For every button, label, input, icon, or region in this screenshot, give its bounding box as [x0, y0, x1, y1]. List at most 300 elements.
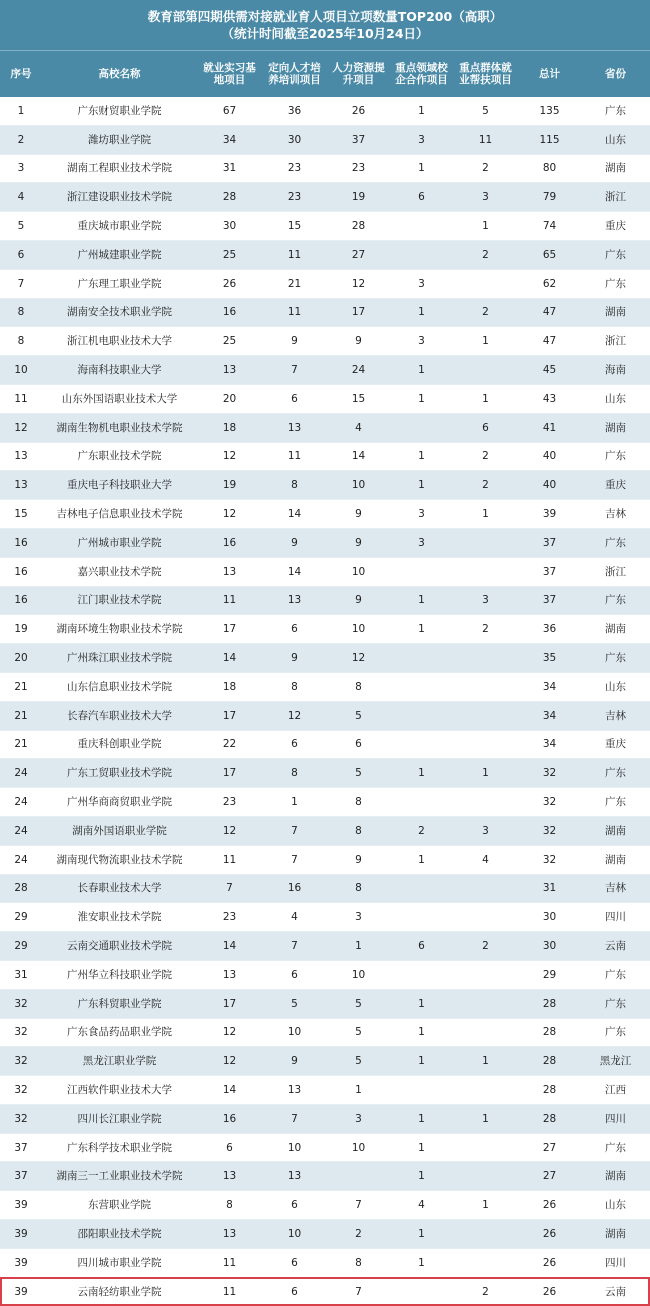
cell-hr: 9 — [327, 845, 390, 874]
cell-school: 四川城市职业学院 — [42, 1248, 197, 1277]
cell-internship: 23 — [197, 903, 262, 932]
cell-total: 28 — [518, 1047, 581, 1076]
cell-internship: 11 — [197, 845, 262, 874]
cell-school: 湖南三一工业职业技术学院 — [42, 1162, 197, 1191]
cell-province: 江西 — [581, 1076, 650, 1105]
cell-assistance — [453, 989, 518, 1018]
cell-hr: 10 — [327, 1133, 390, 1162]
cell-rank: 21 — [0, 672, 42, 701]
cell-cooperation — [390, 240, 453, 269]
cell-internship: 13 — [197, 1162, 262, 1191]
cell-total: 27 — [518, 1162, 581, 1191]
cell-hr: 3 — [327, 903, 390, 932]
cell-cooperation — [390, 1277, 453, 1306]
cell-total: 26 — [518, 1248, 581, 1277]
cell-assistance — [453, 557, 518, 586]
cell-cooperation — [390, 557, 453, 586]
cell-cooperation: 1 — [390, 1047, 453, 1076]
cell-internship: 20 — [197, 384, 262, 413]
cell-hr: 5 — [327, 759, 390, 788]
cell-rank: 6 — [0, 240, 42, 269]
table-row — [0, 1162, 650, 1191]
cell-rank: 24 — [0, 759, 42, 788]
cell-cooperation: 3 — [390, 125, 453, 154]
cell-rank: 4 — [0, 183, 42, 212]
cell-hr: 8 — [327, 816, 390, 845]
cell-assistance: 2 — [453, 442, 518, 471]
cell-training: 10 — [262, 1018, 327, 1047]
cell-internship: 17 — [197, 989, 262, 1018]
cell-assistance — [453, 528, 518, 557]
cell-training: 14 — [262, 500, 327, 529]
table-row — [0, 960, 650, 989]
cell-total: 37 — [518, 586, 581, 615]
cell-cooperation: 1 — [390, 384, 453, 413]
cell-internship: 12 — [197, 442, 262, 471]
cell-hr: 8 — [327, 788, 390, 817]
cell-school: 潍坊职业学院 — [42, 125, 197, 154]
table-row — [0, 384, 650, 413]
cell-cooperation: 1 — [390, 615, 453, 644]
col-header-assistance: 重点群体就业帮扶项目 — [453, 51, 518, 97]
cell-school: 湖南环境生物职业技术学院 — [42, 615, 197, 644]
cell-assistance: 1 — [453, 759, 518, 788]
table-header-row — [0, 51, 650, 97]
cell-hr: 7 — [327, 1191, 390, 1220]
cell-total: 26 — [518, 1277, 581, 1306]
table-row — [0, 759, 650, 788]
table-row — [0, 183, 650, 212]
cell-total: 43 — [518, 384, 581, 413]
cell-training: 9 — [262, 644, 327, 673]
cell-rank: 24 — [0, 845, 42, 874]
cell-cooperation: 3 — [390, 528, 453, 557]
cell-training: 14 — [262, 557, 327, 586]
table-row — [0, 1018, 650, 1047]
cell-internship: 23 — [197, 788, 262, 817]
cell-hr: 17 — [327, 298, 390, 327]
cell-training: 1 — [262, 788, 327, 817]
cell-internship: 14 — [197, 932, 262, 961]
cell-cooperation: 1 — [390, 759, 453, 788]
cell-cooperation: 1 — [390, 97, 453, 126]
cell-province: 湖南 — [581, 845, 650, 874]
cell-cooperation — [390, 874, 453, 903]
cell-training: 13 — [262, 1162, 327, 1191]
cell-training: 7 — [262, 1104, 327, 1133]
cell-cooperation — [390, 701, 453, 730]
table-row — [0, 644, 650, 673]
cell-total: 32 — [518, 845, 581, 874]
cell-rank: 19 — [0, 615, 42, 644]
cell-school: 广州华商商贸职业学院 — [42, 788, 197, 817]
col-header-school: 高校名称 — [42, 51, 197, 97]
col-header-rank: 序号 — [0, 51, 42, 97]
cell-total: 47 — [518, 298, 581, 327]
cell-province: 湖南 — [581, 1162, 650, 1191]
cell-rank: 39 — [0, 1248, 42, 1277]
cell-cooperation — [390, 1076, 453, 1105]
table-row — [0, 1104, 650, 1133]
cell-internship: 13 — [197, 557, 262, 586]
cell-rank: 3 — [0, 154, 42, 183]
cell-province: 吉林 — [581, 874, 650, 903]
table-row — [0, 97, 650, 126]
cell-assistance — [453, 1220, 518, 1249]
cell-hr: 7 — [327, 1277, 390, 1306]
cell-hr: 12 — [327, 644, 390, 673]
cell-rank: 31 — [0, 960, 42, 989]
cell-total: 40 — [518, 442, 581, 471]
cell-internship: 17 — [197, 701, 262, 730]
cell-hr: 2 — [327, 1220, 390, 1249]
cell-rank: 21 — [0, 730, 42, 759]
cell-assistance — [453, 672, 518, 701]
cell-assistance — [453, 701, 518, 730]
cell-total: 34 — [518, 701, 581, 730]
col-header-total: 总计 — [518, 51, 581, 97]
table-row — [0, 413, 650, 442]
cell-cooperation: 1 — [390, 356, 453, 385]
cell-assistance — [453, 903, 518, 932]
cell-cooperation: 1 — [390, 989, 453, 1018]
cell-assistance: 1 — [453, 327, 518, 356]
cell-rank: 13 — [0, 442, 42, 471]
cell-school: 重庆电子科技职业大学 — [42, 471, 197, 500]
cell-rank: 16 — [0, 586, 42, 615]
cell-hr: 8 — [327, 1248, 390, 1277]
cell-internship: 12 — [197, 816, 262, 845]
cell-rank: 11 — [0, 384, 42, 413]
cell-rank: 21 — [0, 701, 42, 730]
cell-internship: 14 — [197, 644, 262, 673]
cell-training: 7 — [262, 845, 327, 874]
cell-province: 广东 — [581, 269, 650, 298]
cell-assistance: 3 — [453, 816, 518, 845]
cell-school: 广州城建职业学院 — [42, 240, 197, 269]
cell-hr: 37 — [327, 125, 390, 154]
cell-rank: 37 — [0, 1162, 42, 1191]
cell-province: 吉林 — [581, 500, 650, 529]
cell-cooperation: 1 — [390, 1133, 453, 1162]
cell-rank: 5 — [0, 212, 42, 241]
table-row — [0, 125, 650, 154]
cell-assistance: 2 — [453, 240, 518, 269]
cell-internship: 19 — [197, 471, 262, 500]
cell-school: 海南科技职业大学 — [42, 356, 197, 385]
table-row — [0, 845, 650, 874]
cell-assistance: 2 — [453, 615, 518, 644]
cell-total: 28 — [518, 989, 581, 1018]
cell-school: 淮安职业技术学院 — [42, 903, 197, 932]
cell-assistance — [453, 730, 518, 759]
cell-assistance — [453, 874, 518, 903]
cell-internship: 16 — [197, 528, 262, 557]
cell-rank: 32 — [0, 1018, 42, 1047]
cell-hr: 10 — [327, 960, 390, 989]
cell-school: 长春职业技术大学 — [42, 874, 197, 903]
table-row — [0, 586, 650, 615]
cell-internship: 34 — [197, 125, 262, 154]
cell-hr: 5 — [327, 989, 390, 1018]
cell-hr: 1 — [327, 932, 390, 961]
cell-province: 广东 — [581, 1133, 650, 1162]
table-row — [0, 212, 650, 241]
cell-training: 13 — [262, 1076, 327, 1105]
cell-school: 湖南现代物流职业技术学院 — [42, 845, 197, 874]
cell-province: 广东 — [581, 528, 650, 557]
col-header-hr: 人力资源提升项目 — [327, 51, 390, 97]
cell-school: 湖南安全技术职业学院 — [42, 298, 197, 327]
cell-province: 重庆 — [581, 212, 650, 241]
cell-rank: 13 — [0, 471, 42, 500]
cell-province: 湖南 — [581, 413, 650, 442]
cell-total: 36 — [518, 615, 581, 644]
cell-training: 8 — [262, 471, 327, 500]
cell-training: 7 — [262, 356, 327, 385]
col-header-province: 省份 — [581, 51, 650, 97]
cell-school: 云南交通职业技术学院 — [42, 932, 197, 961]
cell-total: 79 — [518, 183, 581, 212]
table-row — [0, 1047, 650, 1076]
cell-internship: 6 — [197, 1133, 262, 1162]
cell-school: 湖南生物机电职业技术学院 — [42, 413, 197, 442]
cell-school: 山东信息职业技术学院 — [42, 672, 197, 701]
cell-total: 34 — [518, 672, 581, 701]
cell-training: 6 — [262, 960, 327, 989]
cell-province: 广东 — [581, 442, 650, 471]
cell-training: 6 — [262, 1191, 327, 1220]
cell-province: 广东 — [581, 97, 650, 126]
cell-province: 广东 — [581, 788, 650, 817]
cell-assistance — [453, 1162, 518, 1191]
cell-cooperation — [390, 730, 453, 759]
cell-cooperation: 1 — [390, 442, 453, 471]
cell-school: 江西软件职业技术大学 — [42, 1076, 197, 1105]
report-subtitle: （统计时间截至2025年10月24日） — [221, 26, 429, 41]
cell-training: 23 — [262, 154, 327, 183]
cell-internship: 18 — [197, 413, 262, 442]
cell-training: 36 — [262, 97, 327, 126]
cell-assistance: 2 — [453, 932, 518, 961]
cell-rank: 10 — [0, 356, 42, 385]
cell-assistance — [453, 1248, 518, 1277]
cell-province: 广东 — [581, 989, 650, 1018]
cell-internship: 67 — [197, 97, 262, 126]
cell-cooperation: 2 — [390, 816, 453, 845]
cell-school: 湖南工程职业技术学院 — [42, 154, 197, 183]
cell-total: 40 — [518, 471, 581, 500]
cell-school: 嘉兴职业技术学院 — [42, 557, 197, 586]
cell-training: 7 — [262, 932, 327, 961]
cell-rank: 32 — [0, 1047, 42, 1076]
cell-school: 湖南外国语职业学院 — [42, 816, 197, 845]
cell-total: 65 — [518, 240, 581, 269]
cell-training: 9 — [262, 327, 327, 356]
cell-cooperation: 6 — [390, 932, 453, 961]
cell-province: 浙江 — [581, 183, 650, 212]
cell-school: 重庆城市职业学院 — [42, 212, 197, 241]
cell-total: 135 — [518, 97, 581, 126]
cell-assistance — [453, 788, 518, 817]
cell-internship: 11 — [197, 1277, 262, 1306]
table-row — [0, 154, 650, 183]
cell-assistance — [453, 960, 518, 989]
cell-school: 黑龙江职业学院 — [42, 1047, 197, 1076]
cell-hr: 23 — [327, 154, 390, 183]
cell-hr: 14 — [327, 442, 390, 471]
cell-training: 4 — [262, 903, 327, 932]
cell-cooperation: 1 — [390, 471, 453, 500]
cell-training: 11 — [262, 442, 327, 471]
table-row — [0, 1133, 650, 1162]
cell-assistance: 2 — [453, 1277, 518, 1306]
cell-hr: 27 — [327, 240, 390, 269]
cell-school: 东营职业学院 — [42, 1191, 197, 1220]
cell-cooperation: 1 — [390, 1018, 453, 1047]
cell-total: 37 — [518, 528, 581, 557]
cell-assistance: 1 — [453, 1047, 518, 1076]
cell-cooperation — [390, 788, 453, 817]
cell-rank: 29 — [0, 903, 42, 932]
cell-cooperation: 3 — [390, 327, 453, 356]
cell-province: 广东 — [581, 644, 650, 673]
cell-rank: 15 — [0, 500, 42, 529]
cell-total: 34 — [518, 730, 581, 759]
table-row — [0, 327, 650, 356]
cell-hr: 12 — [327, 269, 390, 298]
cell-training: 23 — [262, 183, 327, 212]
cell-assistance — [453, 356, 518, 385]
cell-rank: 37 — [0, 1133, 42, 1162]
cell-hr: 3 — [327, 1104, 390, 1133]
cell-hr: 19 — [327, 183, 390, 212]
cell-total: 62 — [518, 269, 581, 298]
cell-hr: 5 — [327, 1047, 390, 1076]
cell-cooperation — [390, 903, 453, 932]
cell-hr — [327, 1162, 390, 1191]
cell-hr: 26 — [327, 97, 390, 126]
cell-internship: 22 — [197, 730, 262, 759]
table-row — [0, 269, 650, 298]
table-row — [0, 298, 650, 327]
cell-rank: 16 — [0, 528, 42, 557]
cell-province: 广东 — [581, 759, 650, 788]
cell-training: 11 — [262, 240, 327, 269]
cell-assistance: 11 — [453, 125, 518, 154]
cell-rank: 32 — [0, 989, 42, 1018]
cell-school: 广州华立科技职业学院 — [42, 960, 197, 989]
cell-assistance: 3 — [453, 586, 518, 615]
cell-total: 32 — [518, 816, 581, 845]
cell-assistance — [453, 1018, 518, 1047]
cell-cooperation: 6 — [390, 183, 453, 212]
cell-total: 115 — [518, 125, 581, 154]
cell-total: 26 — [518, 1220, 581, 1249]
cell-total: 45 — [518, 356, 581, 385]
cell-cooperation: 3 — [390, 269, 453, 298]
cell-training: 10 — [262, 1220, 327, 1249]
cell-hr: 5 — [327, 1018, 390, 1047]
cell-province: 吉林 — [581, 701, 650, 730]
cell-assistance — [453, 644, 518, 673]
cell-province: 湖南 — [581, 1220, 650, 1249]
cell-total: 32 — [518, 759, 581, 788]
cell-internship: 11 — [197, 1248, 262, 1277]
cell-hr: 9 — [327, 327, 390, 356]
cell-training: 7 — [262, 816, 327, 845]
cell-training: 6 — [262, 615, 327, 644]
cell-training: 16 — [262, 874, 327, 903]
cell-cooperation: 1 — [390, 298, 453, 327]
table-row — [0, 240, 650, 269]
cell-hr: 10 — [327, 557, 390, 586]
cell-total: 47 — [518, 327, 581, 356]
cell-rank: 2 — [0, 125, 42, 154]
cell-school: 广东科学技术职业学院 — [42, 1133, 197, 1162]
cell-training: 6 — [262, 1277, 327, 1306]
cell-province: 云南 — [581, 1277, 650, 1306]
cell-internship: 31 — [197, 154, 262, 183]
cell-internship: 25 — [197, 327, 262, 356]
table-row — [0, 989, 650, 1018]
cell-school: 浙江建设职业技术学院 — [42, 183, 197, 212]
cell-school: 邵阳职业技术学院 — [42, 1220, 197, 1249]
cell-rank: 1 — [0, 97, 42, 126]
cell-rank: 39 — [0, 1277, 42, 1306]
cell-hr: 10 — [327, 615, 390, 644]
cell-training: 11 — [262, 298, 327, 327]
col-header-training: 定向人才培养培训项目 — [262, 51, 327, 97]
cell-province: 广东 — [581, 960, 650, 989]
cell-province: 湖南 — [581, 154, 650, 183]
cell-training: 5 — [262, 989, 327, 1018]
cell-assistance: 1 — [453, 1104, 518, 1133]
table-row — [0, 1191, 650, 1220]
cell-cooperation: 1 — [390, 1104, 453, 1133]
cell-internship: 8 — [197, 1191, 262, 1220]
cell-province: 四川 — [581, 903, 650, 932]
cell-school: 广东财贸职业学院 — [42, 97, 197, 126]
table-row — [0, 557, 650, 586]
cell-internship: 14 — [197, 1076, 262, 1105]
cell-hr: 15 — [327, 384, 390, 413]
cell-cooperation: 4 — [390, 1191, 453, 1220]
table-row — [0, 615, 650, 644]
table-row — [0, 701, 650, 730]
cell-assistance: 2 — [453, 298, 518, 327]
cell-rank: 8 — [0, 327, 42, 356]
table-row — [0, 788, 650, 817]
cell-assistance — [453, 1076, 518, 1105]
cell-province: 湖南 — [581, 816, 650, 845]
table-row — [0, 1220, 650, 1249]
cell-internship: 17 — [197, 759, 262, 788]
cell-total: 39 — [518, 500, 581, 529]
cell-hr: 4 — [327, 413, 390, 442]
cell-cooperation — [390, 212, 453, 241]
table-row — [0, 1248, 650, 1277]
cell-training: 21 — [262, 269, 327, 298]
cell-internship: 7 — [197, 874, 262, 903]
cell-province: 浙江 — [581, 327, 650, 356]
cell-school: 吉林电子信息职业技术学院 — [42, 500, 197, 529]
table-row — [0, 932, 650, 961]
cell-assistance — [453, 1133, 518, 1162]
cell-province: 四川 — [581, 1248, 650, 1277]
cell-cooperation: 1 — [390, 154, 453, 183]
cell-province: 湖南 — [581, 298, 650, 327]
